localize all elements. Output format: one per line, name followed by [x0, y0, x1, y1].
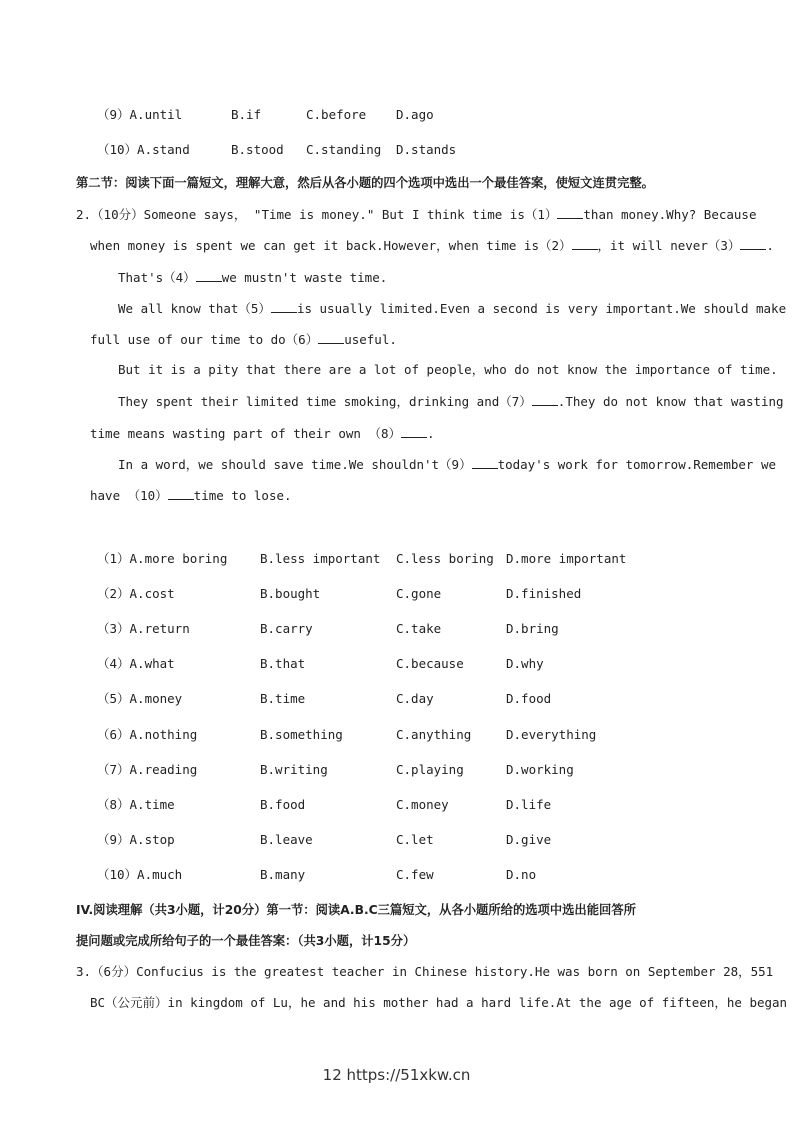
blank-3[interactable]	[740, 237, 766, 250]
option-1-b: B.less important	[260, 551, 381, 566]
blank-6[interactable]	[318, 331, 344, 344]
blank-5[interactable]	[271, 300, 297, 313]
option-6-b: B.something	[260, 726, 343, 742]
option-10-b: B.stood	[231, 142, 284, 157]
option-10-b: B.many	[260, 866, 306, 882]
blank-8[interactable]	[401, 425, 427, 438]
option-6-c: C.anything	[396, 726, 472, 742]
option-4-b: B.that	[260, 656, 306, 672]
blank-1[interactable]	[557, 206, 583, 219]
option-8-d: D.life	[506, 796, 552, 812]
option-3-a: （3）A.return	[97, 621, 190, 637]
option-1-d: D.more important	[506, 551, 627, 566]
option-2-b: B.bought	[260, 586, 321, 602]
option-10-a: （10）A.much	[97, 866, 183, 882]
option-3-c: C.take	[396, 621, 442, 637]
passage-line-6: But it is a pity that there are a lot of people，who do not know the importance of time.	[118, 362, 778, 377]
question-3-line-1: 3.（6分）Confucius is the greatest teacher in Chinese history.He was born on September 28，551	[76, 964, 774, 979]
blank-9[interactable]	[472, 456, 498, 469]
option-4-d: D.why	[506, 656, 544, 672]
option-5-d: D.food	[506, 691, 552, 707]
option-8-c: C.money	[396, 796, 449, 812]
option-7-b: B.writing	[260, 761, 328, 777]
option-3-d: D.bring	[506, 621, 559, 637]
question-3-line-2: BC（公元前）in kingdom of Lu，he and his mother had a hard life.At the age of fifteen，he began	[90, 995, 788, 1010]
option-10-a: （10）A.stand	[97, 142, 190, 157]
option-5-c: C.day	[396, 691, 434, 707]
option-5-b: B.time	[260, 691, 306, 707]
option-9-b: B.leave	[260, 831, 313, 847]
option-10-d: D.stands	[396, 142, 457, 157]
option-2-a: （2）A.cost	[97, 586, 175, 602]
option-9-a: （9）A.until	[97, 107, 183, 122]
option-4-c: C.because	[396, 656, 464, 672]
passage-line-2: when money is spent we can get it back.However，when time is（2） ，it will never（3） .	[90, 238, 774, 253]
option-8-a: （8）A.time	[97, 796, 175, 812]
option-7-c: C.playing	[396, 761, 464, 777]
section2-header: 第二节：阅读下面一篇短文，理解大意，然后从各小题的四个选项中选出一个最佳答案，使短文连贯完整。	[76, 176, 654, 190]
blank-2[interactable]	[572, 237, 598, 250]
option-10-c: C.standing	[306, 142, 382, 157]
option-5-a: （5）A.money	[97, 691, 183, 707]
passage-line-5: full use of our time to do（6） useful.	[90, 332, 397, 347]
option-6-a: （6）A.nothing	[97, 726, 198, 742]
passage-line-4: We all know that（5） is usually limited.Even a second is very important.We should make	[118, 301, 787, 316]
blank-7[interactable]	[532, 393, 558, 406]
option-8-b: B.food	[260, 796, 306, 812]
blank-4[interactable]	[196, 269, 222, 282]
option-6-d: D.everything	[506, 726, 597, 742]
option-10-c: C.few	[396, 866, 434, 882]
option-9-a: （9）A.stop	[97, 831, 175, 847]
option-9-c: C.let	[396, 831, 434, 847]
section4-header-line-2: 提问题或完成所给句子的一个最佳答案：（共3小题，计15分）	[76, 934, 416, 948]
option-2-d: D.finished	[506, 586, 582, 602]
option-3-b: B.carry	[260, 621, 313, 637]
option-9-d: D.ago	[396, 107, 434, 122]
passage-line-1: 2.（10分）Someone says， "Time is money." But I think time is（1） than money.Why? Because	[76, 207, 757, 222]
section4-header-line-1: IV.阅读理解（共3小题，计20分）第一节：阅读A.B.C三篇短文，从各小题所给的选项中选出能回答所	[76, 903, 636, 917]
option-4-a: （4）A.what	[97, 656, 175, 672]
option-1-a: （1）A.more boring	[97, 551, 228, 566]
passage-line-3: That's（4） we mustn't waste time.	[118, 270, 388, 285]
option-9-b: B.if	[231, 107, 262, 122]
passage-line-7: They spent their limited time smoking，drinking and（7） .They do not know that wasting	[118, 394, 784, 409]
option-9-d: D.give	[506, 831, 552, 847]
option-10-d: D.no	[506, 866, 537, 882]
page-footer: 12 https://51xkw.cn	[322, 1066, 471, 1084]
option-9-c: C.before	[306, 107, 367, 122]
option-7-a: （7）A.reading	[97, 761, 198, 777]
passage-line-10: have （10） time to lose.	[90, 488, 292, 503]
blank-10[interactable]	[168, 487, 194, 500]
option-2-c: C.gone	[396, 586, 442, 602]
option-1-c: C.less boring	[396, 551, 494, 566]
passage-line-8: time means wasting part of their own （8） .	[90, 426, 435, 441]
passage-line-9: In a word，we should save time.We shouldn't（9） today's work for tomorrow.Remember we	[118, 457, 777, 472]
option-7-d: D.working	[506, 761, 574, 777]
